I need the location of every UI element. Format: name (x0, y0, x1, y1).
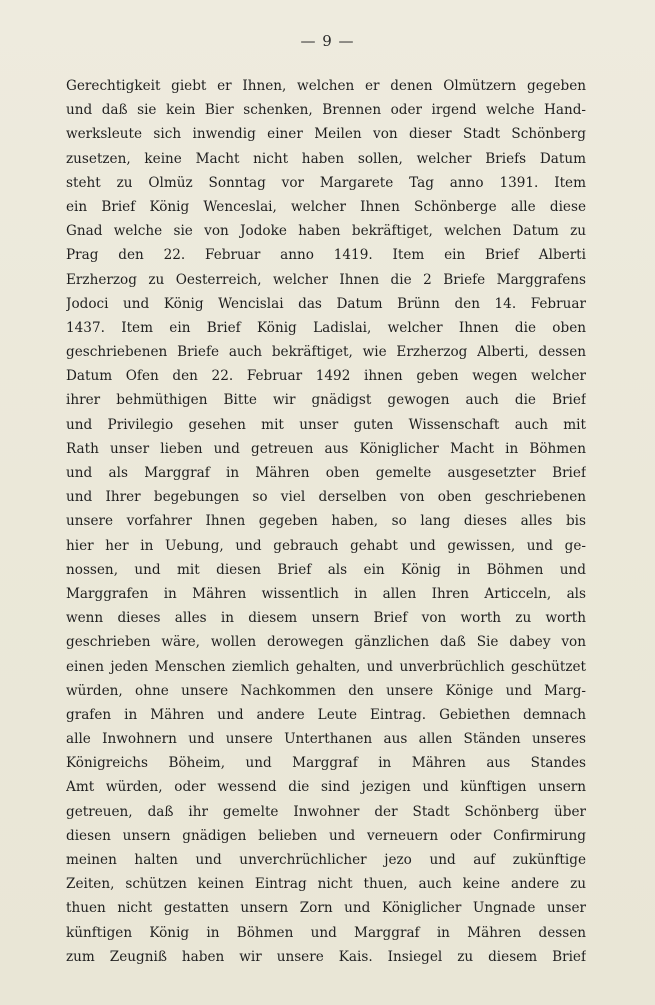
text-line: zusetzen, keine Macht nicht haben sollen, welcher Briefs Datum (66, 150, 586, 167)
text-line: hier her in Uebung, und gebrauch gehabt und gewissen, und ge- (66, 537, 586, 554)
text-line: unsere vorfahrer Ihnen gegeben haben, so lang dieses alles bis (66, 513, 586, 530)
text-line: thuen nicht gestatten unsern Zorn und Königlicher Ungnade unser (66, 900, 586, 917)
text-line: steht zu Olmüz Sonntag vor Margarete Tag anno 1391. Item (66, 174, 586, 191)
page-number: — 9 — (300, 32, 355, 50)
text-line: Datum Ofen den 22. Februar 1492 ihnen geben wegen welcher (66, 368, 586, 385)
text-line: und daß sie kein Bier schenken, Brennen oder irgend welche Hand- (66, 102, 586, 119)
text-line: Gerechtigkeit giebt er Ihnen, welchen er denen Olmützern gegeben (66, 78, 586, 94)
text-line: würden, ohne unsere Nachkommen den unsere Könige und Marg- (66, 682, 586, 699)
text-line: künftigen König in Böhmen und Marggraf in Mähren dessen (66, 924, 586, 941)
text-line: meinen halten und unverchrüchlicher jezo und auf zukünftige (66, 852, 586, 868)
text-line: geschrieben wäre, wollen derowegen gänzlichen daß Sie dabey von (66, 634, 586, 651)
text-line: Gnad welche sie von Jodoke haben bekräftiget, welchen Datum zu (66, 223, 586, 240)
text-line: Jodoci und König Wencislai das Datum Brünn den 14. Februar (66, 295, 586, 312)
text-line: werksleute sich inwendig einer Meilen von dieser Stadt Schönberg (66, 126, 586, 143)
text-line: ihrer behmüthigen Bitte wir gnädigst gewogen auch die Brief (66, 392, 586, 409)
text-line: grafen in Mähren und andere Leute Eintrag. Gebiethen demnach (66, 706, 586, 723)
text-line: Königreichs Böheim, und Marggraf in Mähren aus Standes (66, 755, 586, 772)
text-line: wenn dieses alles in diesem unsern Brief von worth zu worth (66, 610, 586, 627)
body-text (66, 74, 586, 969)
text-line: Erzherzog zu Oesterreich, welcher Ihnen die 2 Briefe Marggrafens (66, 271, 586, 288)
text-line: geschriebenen Briefe auch bekräftiget, wie Erzherzog Alberti, dessen (66, 344, 586, 361)
text-line: nossen, und mit diesen Brief als ein König in Böhmen und (66, 561, 586, 578)
text-line: diesen unsern gnädigen belieben und verneuern oder Confirmirung (66, 827, 586, 844)
text-line: und Privilegio gesehen mit unser guten Wissenschaft auch mit (66, 416, 586, 433)
text-line: Rath unser lieben und getreuen aus Königlicher Macht in Böhmen (66, 440, 586, 457)
text-line: alle Inwohnern und unsere Unterthanen aus allen Ständen unseres (66, 731, 586, 748)
text-line: getreuen, daß ihr gemelte Inwohner der Stadt Schönberg über (66, 803, 586, 820)
text-line: und als Marggraf in Mähren oben gemelte ausgesetzter Brief (66, 465, 586, 481)
text-line: zum Zeugniß haben wir unsere Kais. Insiegel zu diesem Brief (66, 948, 586, 965)
text-line: Marggrafen in Mähren wissentlich in allen Ihren Articceln, als (66, 585, 586, 602)
text-line: Prag den 22. Februar anno 1419. Item ein Brief Alberti (66, 247, 586, 264)
text-line: einen jeden Menschen ziemlich gehalten, und unverbrüchlich geschützet (66, 658, 586, 675)
text-line: Zeiten, schützen keinen Eintrag nicht thuen, auch keine andere zu (66, 876, 586, 893)
text-line: ein Brief König Wenceslai, welcher Ihnen Schönberge alle diese (66, 198, 586, 215)
text-line: 1437. Item ein Brief König Ladislai, welcher Ihnen die oben (66, 319, 586, 336)
text-line: und Ihrer begebungen so viel derselben von oben geschriebenen (66, 489, 586, 506)
text-line: Amt würden, oder wessend die sind jezigen und künftigen unsern (66, 779, 586, 796)
